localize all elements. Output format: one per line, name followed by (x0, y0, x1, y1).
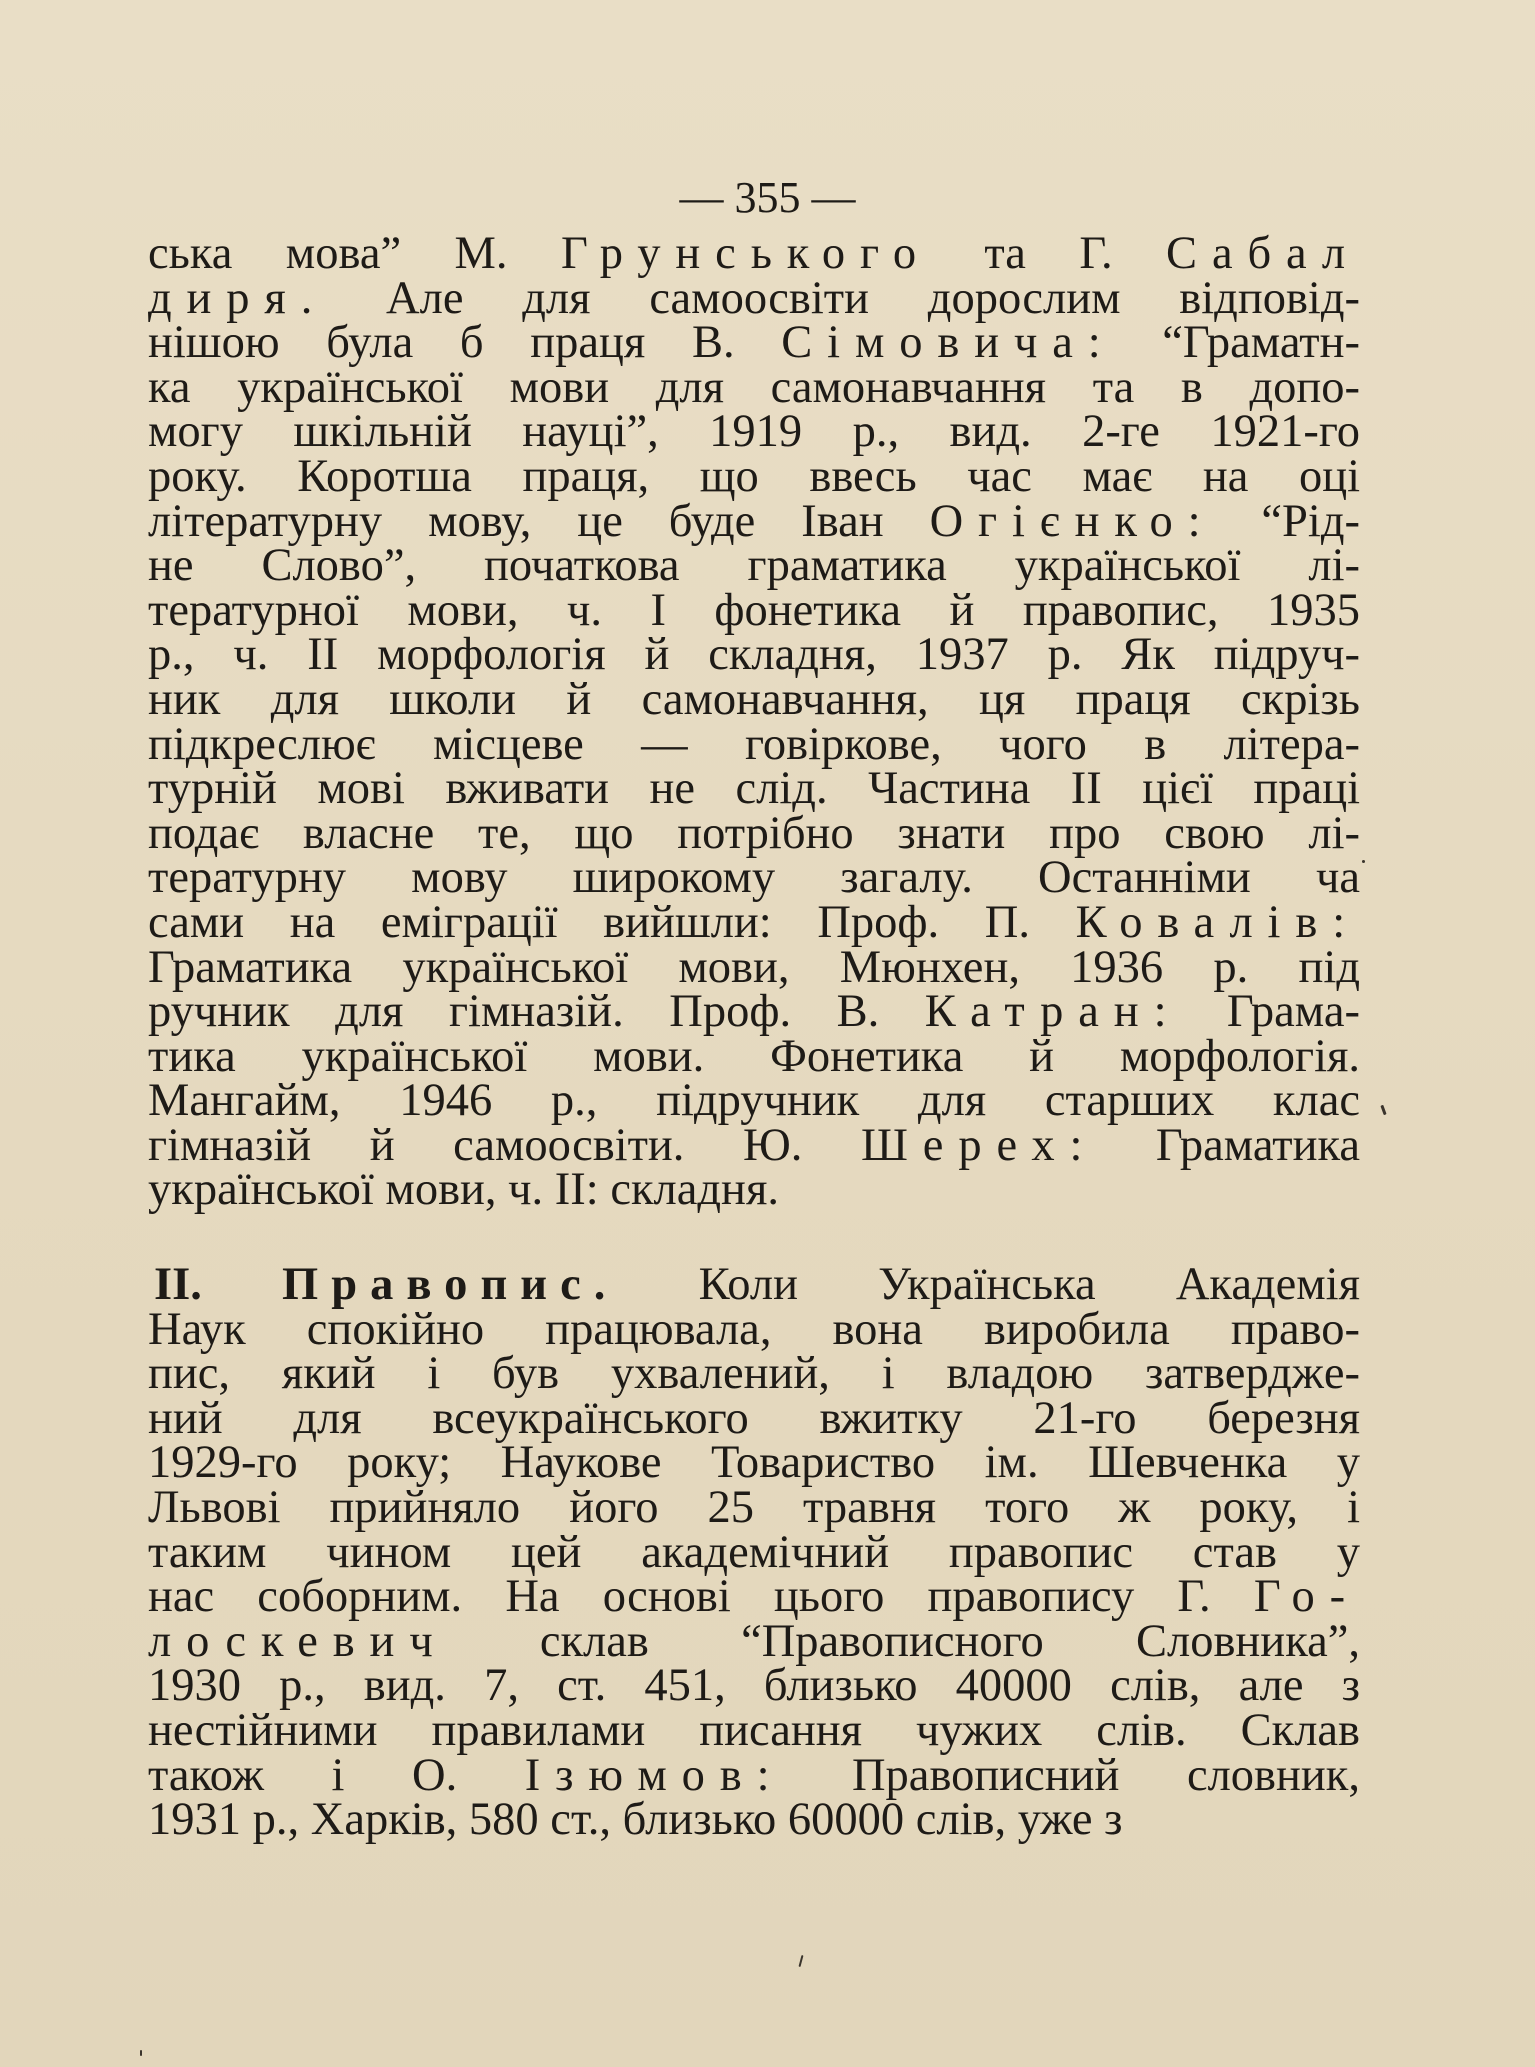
text-line (148, 852, 1360, 904)
text-line (148, 718, 1360, 770)
text-line (148, 450, 1360, 502)
spaced-name: Катран: (924, 986, 1182, 1038)
text-run: Львові прийняло його 25 травня того ж року, і (148, 1481, 1360, 1533)
text-run: Грама- (1181, 986, 1361, 1038)
text-run: року. Коротша праця, що ввесь час має на оці (148, 450, 1360, 502)
paragraph-orthography (148, 1259, 1360, 1846)
text-run: української мови, ч. ІІ: складня. (148, 1164, 779, 1216)
text-line (148, 361, 1360, 413)
text-line (148, 1660, 1360, 1712)
text-line (148, 1615, 1360, 1667)
text-run: Але для самоосвіти дорослим відповід- (327, 272, 1360, 324)
text-run: ка української мови для самонавчання та в допо- (148, 361, 1360, 413)
text-line (148, 629, 1360, 681)
text-run: 1929-го року; Наукове Товариство ім. Шевченка у (148, 1437, 1360, 1489)
spaced-name: Грунського (560, 228, 931, 279)
text-line (148, 1571, 1360, 1623)
text-run: “Рід- (1215, 495, 1360, 547)
text-line (148, 1704, 1360, 1756)
spaced-name: Огієнко: (929, 495, 1216, 547)
print-speck (1362, 860, 1365, 863)
text-run: Коли Українська Академія (618, 1259, 1360, 1310)
text-line (148, 495, 1360, 547)
text-run: сами на еміграції вийшли: Проф. П. (148, 896, 1076, 948)
text-line (148, 1526, 1360, 1578)
text-run: та Г. (930, 228, 1167, 279)
text-run: не Слово”, початкова граматика української лі- (148, 540, 1360, 592)
text-line (148, 896, 1360, 948)
text-line (148, 1259, 1360, 1310)
print-speck (140, 2050, 142, 2056)
spaced-name: Ковалів: (1075, 896, 1360, 948)
text-run: нас соборним. На основі цього правопису Г. (148, 1571, 1254, 1623)
text-run: 1930 р., вид. 7, ст. 451, близько 40000 слів, але з (148, 1660, 1360, 1712)
text-line (148, 1794, 1360, 1846)
text-line (148, 1481, 1360, 1533)
text-line (148, 1119, 1360, 1171)
text-run: Мангайм, 1946 р., підручник для старших клас (148, 1075, 1360, 1127)
paragraph-grammar-textbooks (148, 228, 1361, 1216)
text-run: р., ч. ІІ морфологія й складня, 1937 р. Як підруч- (148, 629, 1360, 681)
text-run: гімназій й самоосвіти. Ю. (148, 1119, 862, 1171)
text-run: ська мова” М. (148, 228, 561, 279)
text-line (148, 673, 1360, 725)
text-run: могу шкільній науці”, 1919 р., вид. 2-ге 1921-го (148, 406, 1360, 458)
spaced-name: Правопис. (282, 1259, 619, 1310)
print-speck (798, 1955, 803, 1967)
text-run: склав “Правописного Словника”, (447, 1615, 1360, 1667)
text-run: турній мові вживати не слід. Частина ІІ цієї праці (148, 763, 1360, 815)
text-run: таким чином цей академічний правопис став у (148, 1526, 1360, 1578)
text-run: Правописний словник, (784, 1749, 1360, 1801)
text-run: Граматика (1097, 1119, 1360, 1171)
spaced-name: Ізюмов: (524, 1749, 785, 1801)
text-run: ний для всеукраїнського вжитку 21-го березня (148, 1392, 1360, 1444)
text-line (148, 1075, 1360, 1127)
text-line (148, 272, 1360, 324)
text-line (148, 1348, 1360, 1400)
text-line (148, 406, 1360, 458)
text-run: також і О. (148, 1749, 525, 1801)
text-run: Граматика української мови, Мюнхен, 1936 р. під (148, 941, 1360, 993)
text-line (148, 986, 1361, 1038)
text-run: тика української мови. Фонетика й морфологія. (148, 1030, 1360, 1082)
text-line (148, 540, 1360, 592)
text-run: нішою була б праця В. (148, 317, 782, 369)
page-number: — 355 — (679, 173, 856, 222)
text-line (148, 228, 1361, 279)
spaced-name: Сімовича: (781, 317, 1116, 369)
spaced-name: лоскевич (148, 1615, 448, 1667)
text-line (148, 1437, 1360, 1489)
text-run: літературну мову, це буде Іван (148, 495, 930, 547)
text-run: 1931 р., Харків, 580 ст., близько 60000 слів, уже з (148, 1794, 1123, 1846)
text-line (148, 584, 1360, 636)
text-line (148, 1392, 1360, 1444)
text-run: ІІ. (154, 1259, 283, 1310)
text-line (148, 1303, 1360, 1355)
text-run: подає власне те, що потрібно знати про свою лі- (148, 807, 1360, 859)
spaced-name: Го- (1253, 1571, 1360, 1623)
text-line (148, 807, 1360, 859)
text-line (148, 941, 1360, 993)
text-run: Наук спокійно працювала, вона виробила право- (148, 1303, 1360, 1355)
spaced-name: диря. (148, 272, 328, 324)
text-line (148, 1749, 1360, 1801)
text-line (148, 1164, 1360, 1216)
text-line (148, 317, 1361, 369)
text-run: підкреслює місцеве — говіркове, чого в літера- (148, 718, 1360, 770)
spaced-name: Сабал (1166, 228, 1361, 279)
text-run: тературну мову широкому загалу. Останніми ча (148, 852, 1360, 904)
text-run: ручник для гімназій. Проф. В. (148, 986, 925, 1038)
spaced-name: Шерех: (861, 1119, 1098, 1171)
text-run: ник для школи й самонавчання, ця праця скрізь (148, 673, 1360, 725)
text-line (148, 1030, 1360, 1082)
print-speck (1380, 1105, 1386, 1115)
text-run: пис, який і був ухвалений, і владою затверджe- (148, 1348, 1360, 1400)
text-run: нестійними правилами писання чужих слів. Склав (148, 1704, 1360, 1756)
text-run: “Граматн- (1115, 317, 1361, 369)
text-run: тературної мови, ч. І фонетика й правопис, 1935 (148, 584, 1360, 636)
text-line (148, 763, 1360, 815)
